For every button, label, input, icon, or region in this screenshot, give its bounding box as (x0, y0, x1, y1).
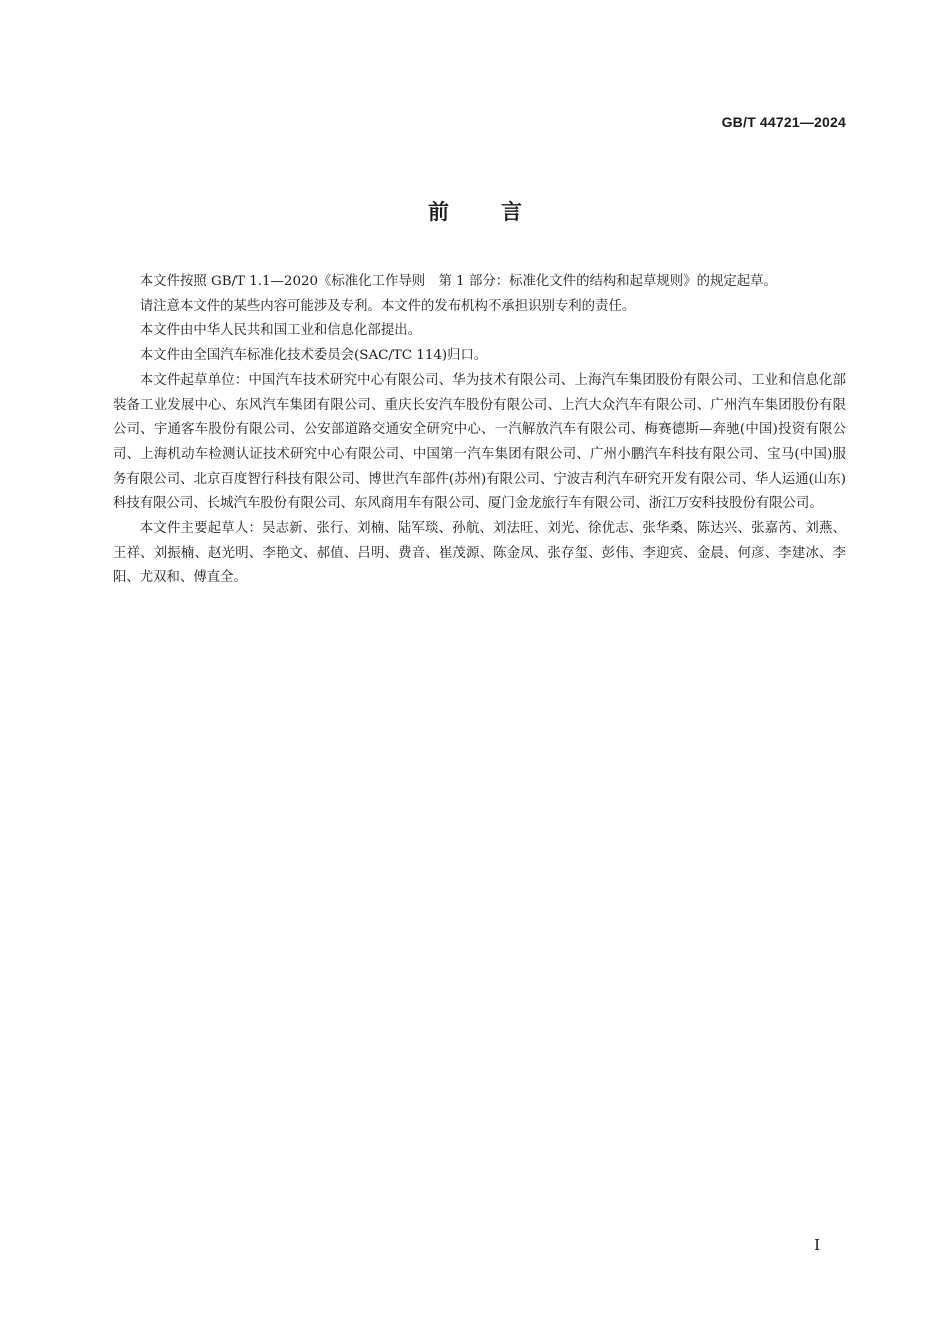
paragraph-proposer: 本文件由中华人民共和国工业和信息化部提出。 (139, 323, 421, 339)
page-number: I (814, 1236, 820, 1254)
paragraph-patent-notice: 请注意本文件的某些内容可能涉及专利。本文件的发布机构不承担识别专利的责任。 (139, 298, 636, 314)
paragraph-drafting-rules: 本文件按照 GB/T 1.1—2020《标准化工作导则 第 1 部分：标准化文件的结构和起草规则》的规定起草。 (139, 274, 777, 289)
foreword-body (113, 270, 846, 591)
standard-number: GB/T 44721—2024 (721, 114, 846, 130)
paragraph-drafters: 本文件主要起草人：吴志新、张行、刘楠、陆军琰、孙航、刘法旺、刘光、徐优志、张华桑、陈达兴、张嘉芮、刘燕、王祥、刘振楠、赵光明、李艳文、郝值、吕明、费音、崔茂源、陈金凤、张存玺、彭伟、李迎宾、金晨、何彦、李建冰、李阳、尤双和、傅直全。 (113, 521, 846, 586)
paragraph-committee: 本文件由全国汽车标准化技术委员会(SAC/TC 114)归口。 (139, 348, 488, 364)
paragraph-drafting-units: 本文件起草单位：中国汽车技术研究中心有限公司、华为技术有限公司、上海汽车集团股份有限公司、工业和信息化部装备工业发展中心、东风汽车集团有限公司、重庆长安汽车股份有限公司、上汽大众汽车有限公司、广州汽车集团股份有限公司、宇通客车股份有限公司、公安部道路交通安全研究中心、一汽解放汽车有限公司、梅赛德斯—奔驰(中国)投资有限公司、上海机动车检测认证技术研究中心有限公司、中国第一汽车集团有限公司、广州小鹏汽车科技有限公司、宝马(中国)服务有限公司、北京百度智行科技有限公司、博世汽车部件(苏州)有限公司、宁波吉利汽车研究开发有限公司、华人运通(山东)科技有限公司、长城汽车股份有限公司、东风商用车有限公司、厦门金龙旅行车有限公司、浙江万安科技股份有限公司。 (113, 372, 846, 512)
page-title: 前言 (428, 200, 574, 224)
